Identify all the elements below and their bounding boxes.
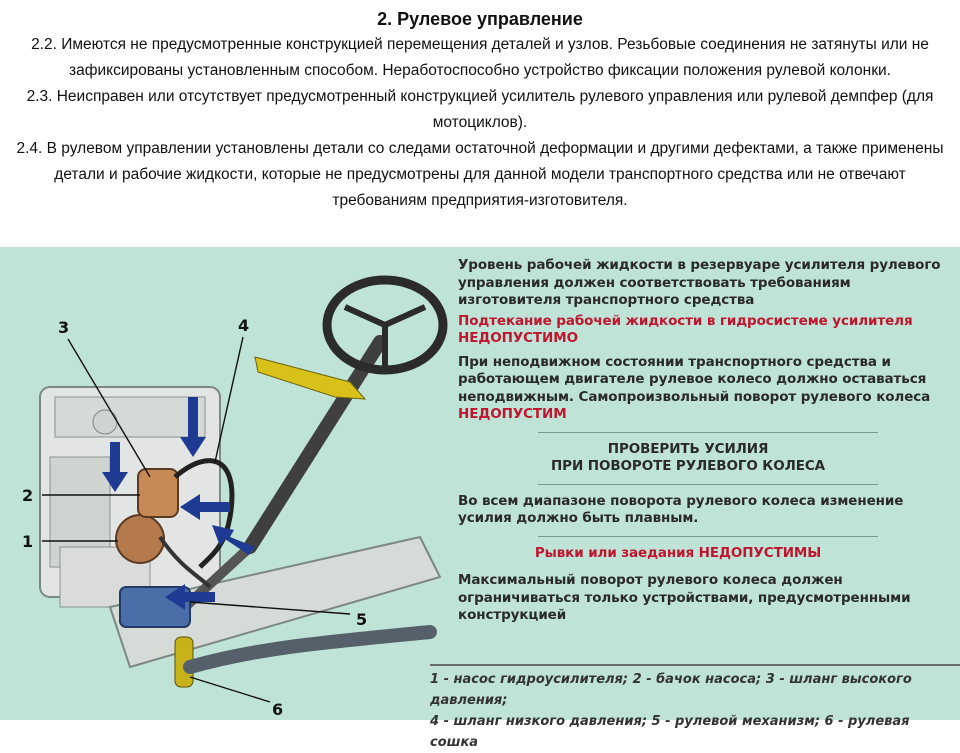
wheel-still-body: При неподвижном состоянии транспортного средства и работающем двигателе рулевое колесо должно оставаться неподвижным. Самопроизвольный поворот рулевого колеса bbox=[458, 353, 931, 405]
divider-2 bbox=[538, 484, 878, 485]
leak-warning: Подтекание рабочей жидкости в гидросистеме усилителя НЕДОПУСТИМО bbox=[458, 312, 913, 346]
callout-1: 1 bbox=[22, 532, 34, 551]
jerks-warning: Рывки или заедания НЕДОПУСТИМЫ bbox=[534, 544, 822, 561]
poster-text-column bbox=[458, 257, 958, 625]
smooth-effort-text: Во всем диапазоне поворота рулевого колеса изменение усилия должно быть плавным. bbox=[458, 492, 904, 526]
callout-5: 5 bbox=[356, 610, 368, 629]
callout-2: 2 bbox=[22, 486, 34, 505]
steering-wheel bbox=[327, 280, 443, 370]
steering-system-illustration bbox=[0, 247, 460, 720]
page-title: 2. Рулевое управление bbox=[377, 9, 583, 29]
callout-3: 3 bbox=[58, 318, 70, 337]
divider-1 bbox=[538, 432, 878, 433]
callout-4: 4 bbox=[238, 316, 250, 335]
callout-6: 6 bbox=[272, 700, 284, 719]
reservoir bbox=[138, 469, 178, 517]
legend-line-1: 1 - насос гидроусилителя; 2 - бачок насоса; 3 - шланг высокого давления; bbox=[430, 672, 912, 708]
steering-poster bbox=[0, 247, 960, 750]
legend-line-2: 4 - шланг низкого давления; 5 - рулевой механизм; 6 - рулевая сошка bbox=[430, 714, 910, 750]
paragraph-2-2: 2.2. Имеются не предусмотренные конструкцией перемещения деталей и узлов. Резьбовые соединения не затянуты или не зафиксированы установленным способом. Неработоспособно устройство фиксации положения рулевой колонки. bbox=[31, 36, 929, 79]
legend bbox=[430, 664, 960, 753]
wheel-still-red: НЕДОПУСТИМ bbox=[458, 406, 567, 422]
fluid-level-text: Уровень рабочей жидкости в резервуаре усилителя рулевого управления должен соответствовать требованиям изготовителя транспортного средства bbox=[458, 257, 941, 308]
paragraph-2-3: 2.3. Неисправен или отсутствует предусмотренный конструкцией усилитель рулевого управления или рулевой демпфер (для мотоциклов). bbox=[26, 88, 934, 131]
max-rotation-text: Максимальный поворот рулевого колеса должен ограничиваться только устройствами, предусмотренными конструкцией bbox=[458, 572, 911, 623]
check-efforts-line-1: ПРОВЕРИТЬ УСИЛИЯ bbox=[607, 440, 769, 457]
divider-3 bbox=[538, 536, 878, 537]
pump bbox=[116, 515, 164, 563]
check-efforts-line-2: ПРИ ПОВОРОТЕ РУЛЕВОГО КОЛЕСА bbox=[550, 458, 826, 474]
header bbox=[0, 0, 960, 246]
paragraph-2-4: 2.4. В рулевом управлении установлены детали со следами остаточной деформации и другими дефектами, а также применены детали и рабочие жидкости, которые не предусмотрены для данной модели транспортного средства или не отвечают требованиям предприятия-изготовителя. bbox=[16, 140, 944, 209]
wheel-still-text bbox=[458, 354, 958, 424]
